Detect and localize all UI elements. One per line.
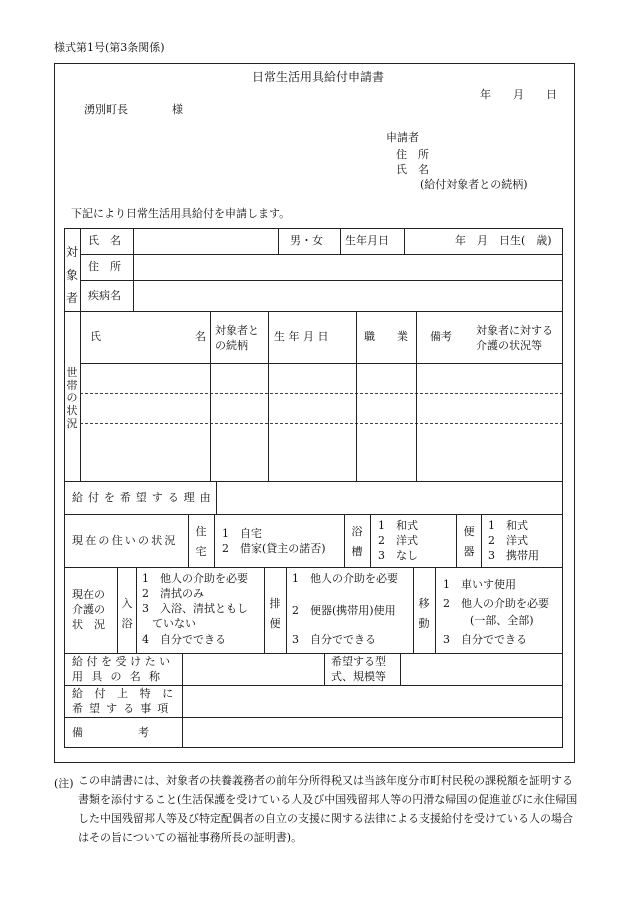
- household-col-name-1: 氏: [90, 330, 101, 343]
- household-col-remarks: 備考: [430, 330, 452, 343]
- form-number: 様式第1号(第3条関係): [54, 41, 165, 54]
- applicant-name-label: 氏 名: [396, 163, 429, 176]
- moving-option-2: 2 他人の介助を必要: [443, 597, 549, 610]
- addressee: 湧別町長 様: [84, 103, 183, 116]
- bathing-option-1: 1 他人の介助を必要: [142, 572, 248, 585]
- moving-option-1: 1 車いす使用: [443, 578, 516, 591]
- bath-option-1: 1 和式: [378, 519, 418, 532]
- house-label: 住宅: [195, 525, 207, 558]
- excretion-option-2: 2 便器(携帯用)使用: [292, 604, 396, 617]
- house-option-2: 2 借家(貸主の諾否): [222, 542, 326, 555]
- moving-option-3: 3 自分でできる: [443, 633, 527, 646]
- care-label-2: 介護の: [72, 603, 105, 616]
- house-option-1: 1 自宅: [222, 527, 262, 540]
- special-label-1: 給付上特に: [72, 687, 185, 700]
- bathing-option-3: 3 入浴、清拭ともし: [142, 602, 248, 615]
- applicant-address-label: 住 所: [396, 148, 429, 161]
- subject-gender: 男・女: [290, 234, 323, 247]
- excretion-label: 排便: [269, 597, 281, 630]
- bath-option-2: 2 洋式: [378, 534, 418, 547]
- bathing-option-4: 4 自分でできる: [142, 633, 226, 646]
- intro-text: 下記により日常生活用具給付を申請します。: [71, 207, 291, 220]
- care-label-3: 状 況: [72, 618, 105, 631]
- device-name-label-2: 用具の名称: [72, 670, 169, 683]
- bathing-option-2: 2 清拭のみ: [142, 587, 204, 600]
- subject-birth-value: 年 月 日生( 歳): [455, 234, 552, 247]
- bath-option-3: 3 なし: [378, 549, 418, 562]
- subject-address-label: 住 所: [88, 260, 121, 273]
- bathing-label: 入浴: [121, 597, 133, 630]
- bathing-option-3b: ていない: [152, 617, 196, 630]
- reason-label: 給付を希望する理由: [72, 491, 216, 504]
- subject-name-label: 氏 名: [88, 234, 121, 247]
- excretion-option-1: 1 他人の介助を必要: [292, 572, 398, 585]
- subject-birth-label: 生年月日: [345, 234, 389, 247]
- moving-label: 移動: [418, 597, 430, 630]
- date-line: 年 月 日: [480, 88, 557, 101]
- toilet-option-2: 2 洋式: [488, 534, 528, 547]
- moving-option-2b: (一部、全部): [470, 614, 534, 627]
- toilet-option-1: 1 和式: [488, 519, 528, 532]
- toilet-option-3: 3 携帯用: [488, 549, 539, 562]
- toilet-label: 便器: [463, 525, 475, 558]
- household-col-job: 職 業: [364, 330, 408, 343]
- bath-label: 浴槽: [351, 525, 363, 558]
- household-col-name-2: 名: [195, 330, 206, 343]
- subject-disease-label: 疾病名: [88, 289, 121, 302]
- special-label-2: 希望する事項: [72, 702, 175, 715]
- household-side-label: 世帯の状況: [66, 366, 78, 430]
- care-label-1: 現在の: [72, 588, 105, 601]
- subject-side-label: 対象者: [65, 245, 78, 305]
- household-col-care: 対象者に対する介護の状況等: [476, 324, 553, 352]
- household-col-birth: 生 年 月 日: [274, 330, 329, 343]
- applicant-relation-label: (給付対象者との続柄): [420, 178, 528, 191]
- device-name-label-1: 給付を受けたい: [72, 655, 174, 668]
- household-col-relation: 対象者との続柄: [215, 324, 259, 352]
- applicant-label: 申請者: [386, 131, 419, 144]
- device-model-label: 希望する型式、規模等: [331, 655, 386, 683]
- remarks-label: 備 考: [72, 726, 149, 739]
- excretion-option-3: 3 自分でできる: [292, 633, 376, 646]
- housing-label: 現在の住いの状況: [72, 534, 178, 547]
- note-text: この申請書には、対象者の扶養義務者の前年分所得税又は当該年度分市町村民税の課税額を証明する書類を添付すること(生活保護を受けている人及び中国残留邦人等の円滑な帰国の促進並びに永住帰国した中国残留邦人等及び特定配偶者の自立の支援に関する法律による支援給付を受けている人の場合はその旨についての福祉事務所長の証明書)。: [78, 774, 578, 844]
- note-prefix: (注): [54, 777, 74, 790]
- form-title: 日常生活用具給付申請書: [252, 70, 385, 84]
